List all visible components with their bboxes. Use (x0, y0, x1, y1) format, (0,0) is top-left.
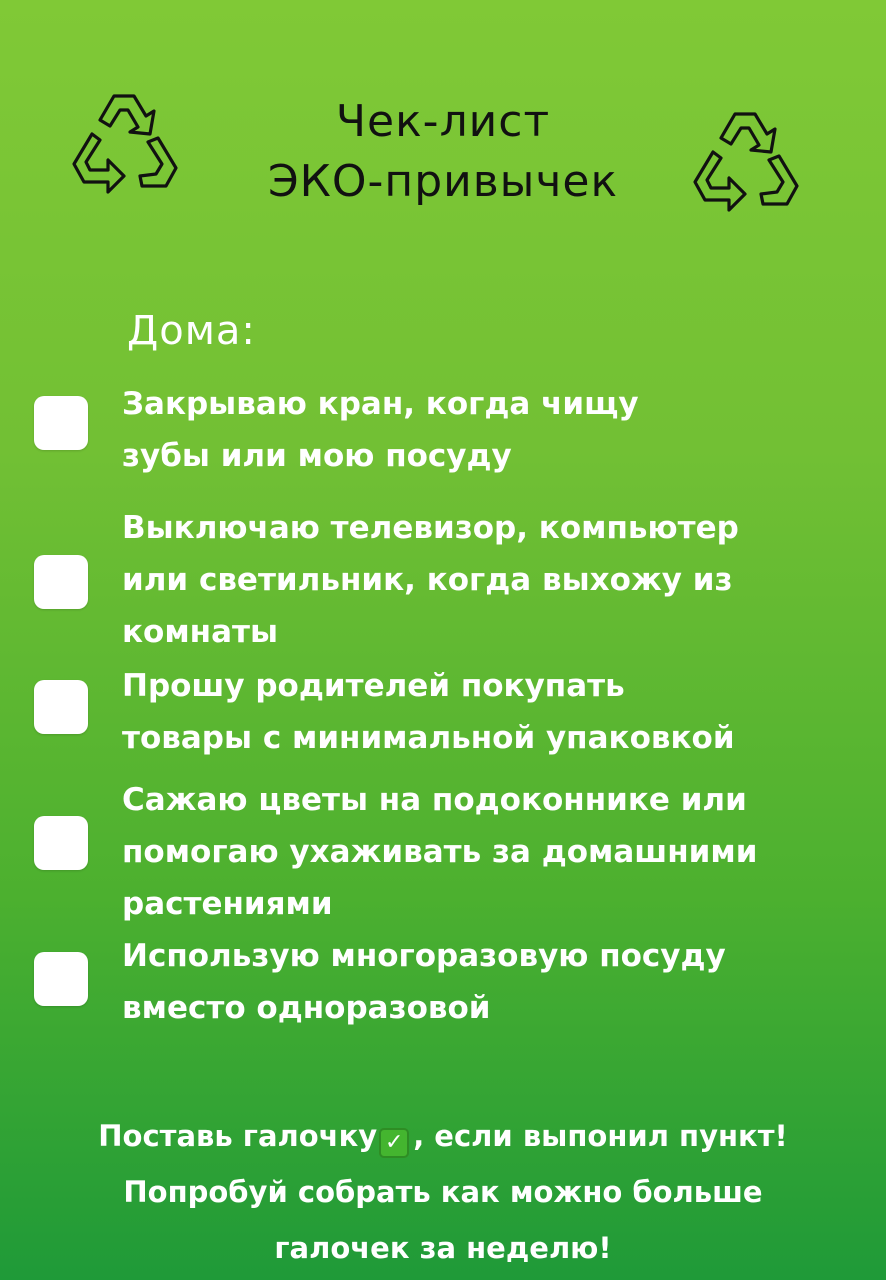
section-title: Дома: (127, 308, 256, 354)
checkbox[interactable] (34, 396, 88, 450)
checklist-item-text: Прошу родителей покупать товары с минимальной упаковкой (122, 668, 735, 756)
recycle-icon (683, 100, 813, 230)
check-mark-icon: ✓ (379, 1128, 409, 1158)
checkbox[interactable] (34, 680, 88, 734)
checklist-item-text: Выключаю телевизор, компьютер или светильник, когда выхожу из комнаты (122, 510, 739, 650)
checkbox[interactable] (34, 952, 88, 1006)
footer-line-2: Попробуй собрать как можно больше (123, 1175, 763, 1209)
checklist-item-text: Использую многоразовую посуду вместо одноразовой (122, 938, 726, 1026)
checkbox[interactable] (34, 555, 88, 609)
checklist-item-text: Сажаю цветы на подоконнике или помогаю ухаживать за домашними растениями (122, 782, 758, 922)
header (0, 82, 886, 232)
footer-text: , если выпонил пункт! (413, 1119, 788, 1153)
page-title (200, 92, 686, 212)
footer-line-3: галочек за неделю! (274, 1231, 612, 1265)
footer-instructions (0, 1108, 886, 1276)
footer-line-1 (0, 1108, 886, 1164)
title-line-1: Чек-лист (335, 96, 551, 147)
title-line-2: ЭКО-привычек (267, 156, 619, 207)
footer-text: Поставь галочку (98, 1119, 378, 1153)
checklist-item-text: Закрываю кран, когда чищу зубы или мою посуду (122, 386, 639, 474)
recycle-icon (62, 82, 192, 212)
checkbox[interactable] (34, 816, 88, 870)
